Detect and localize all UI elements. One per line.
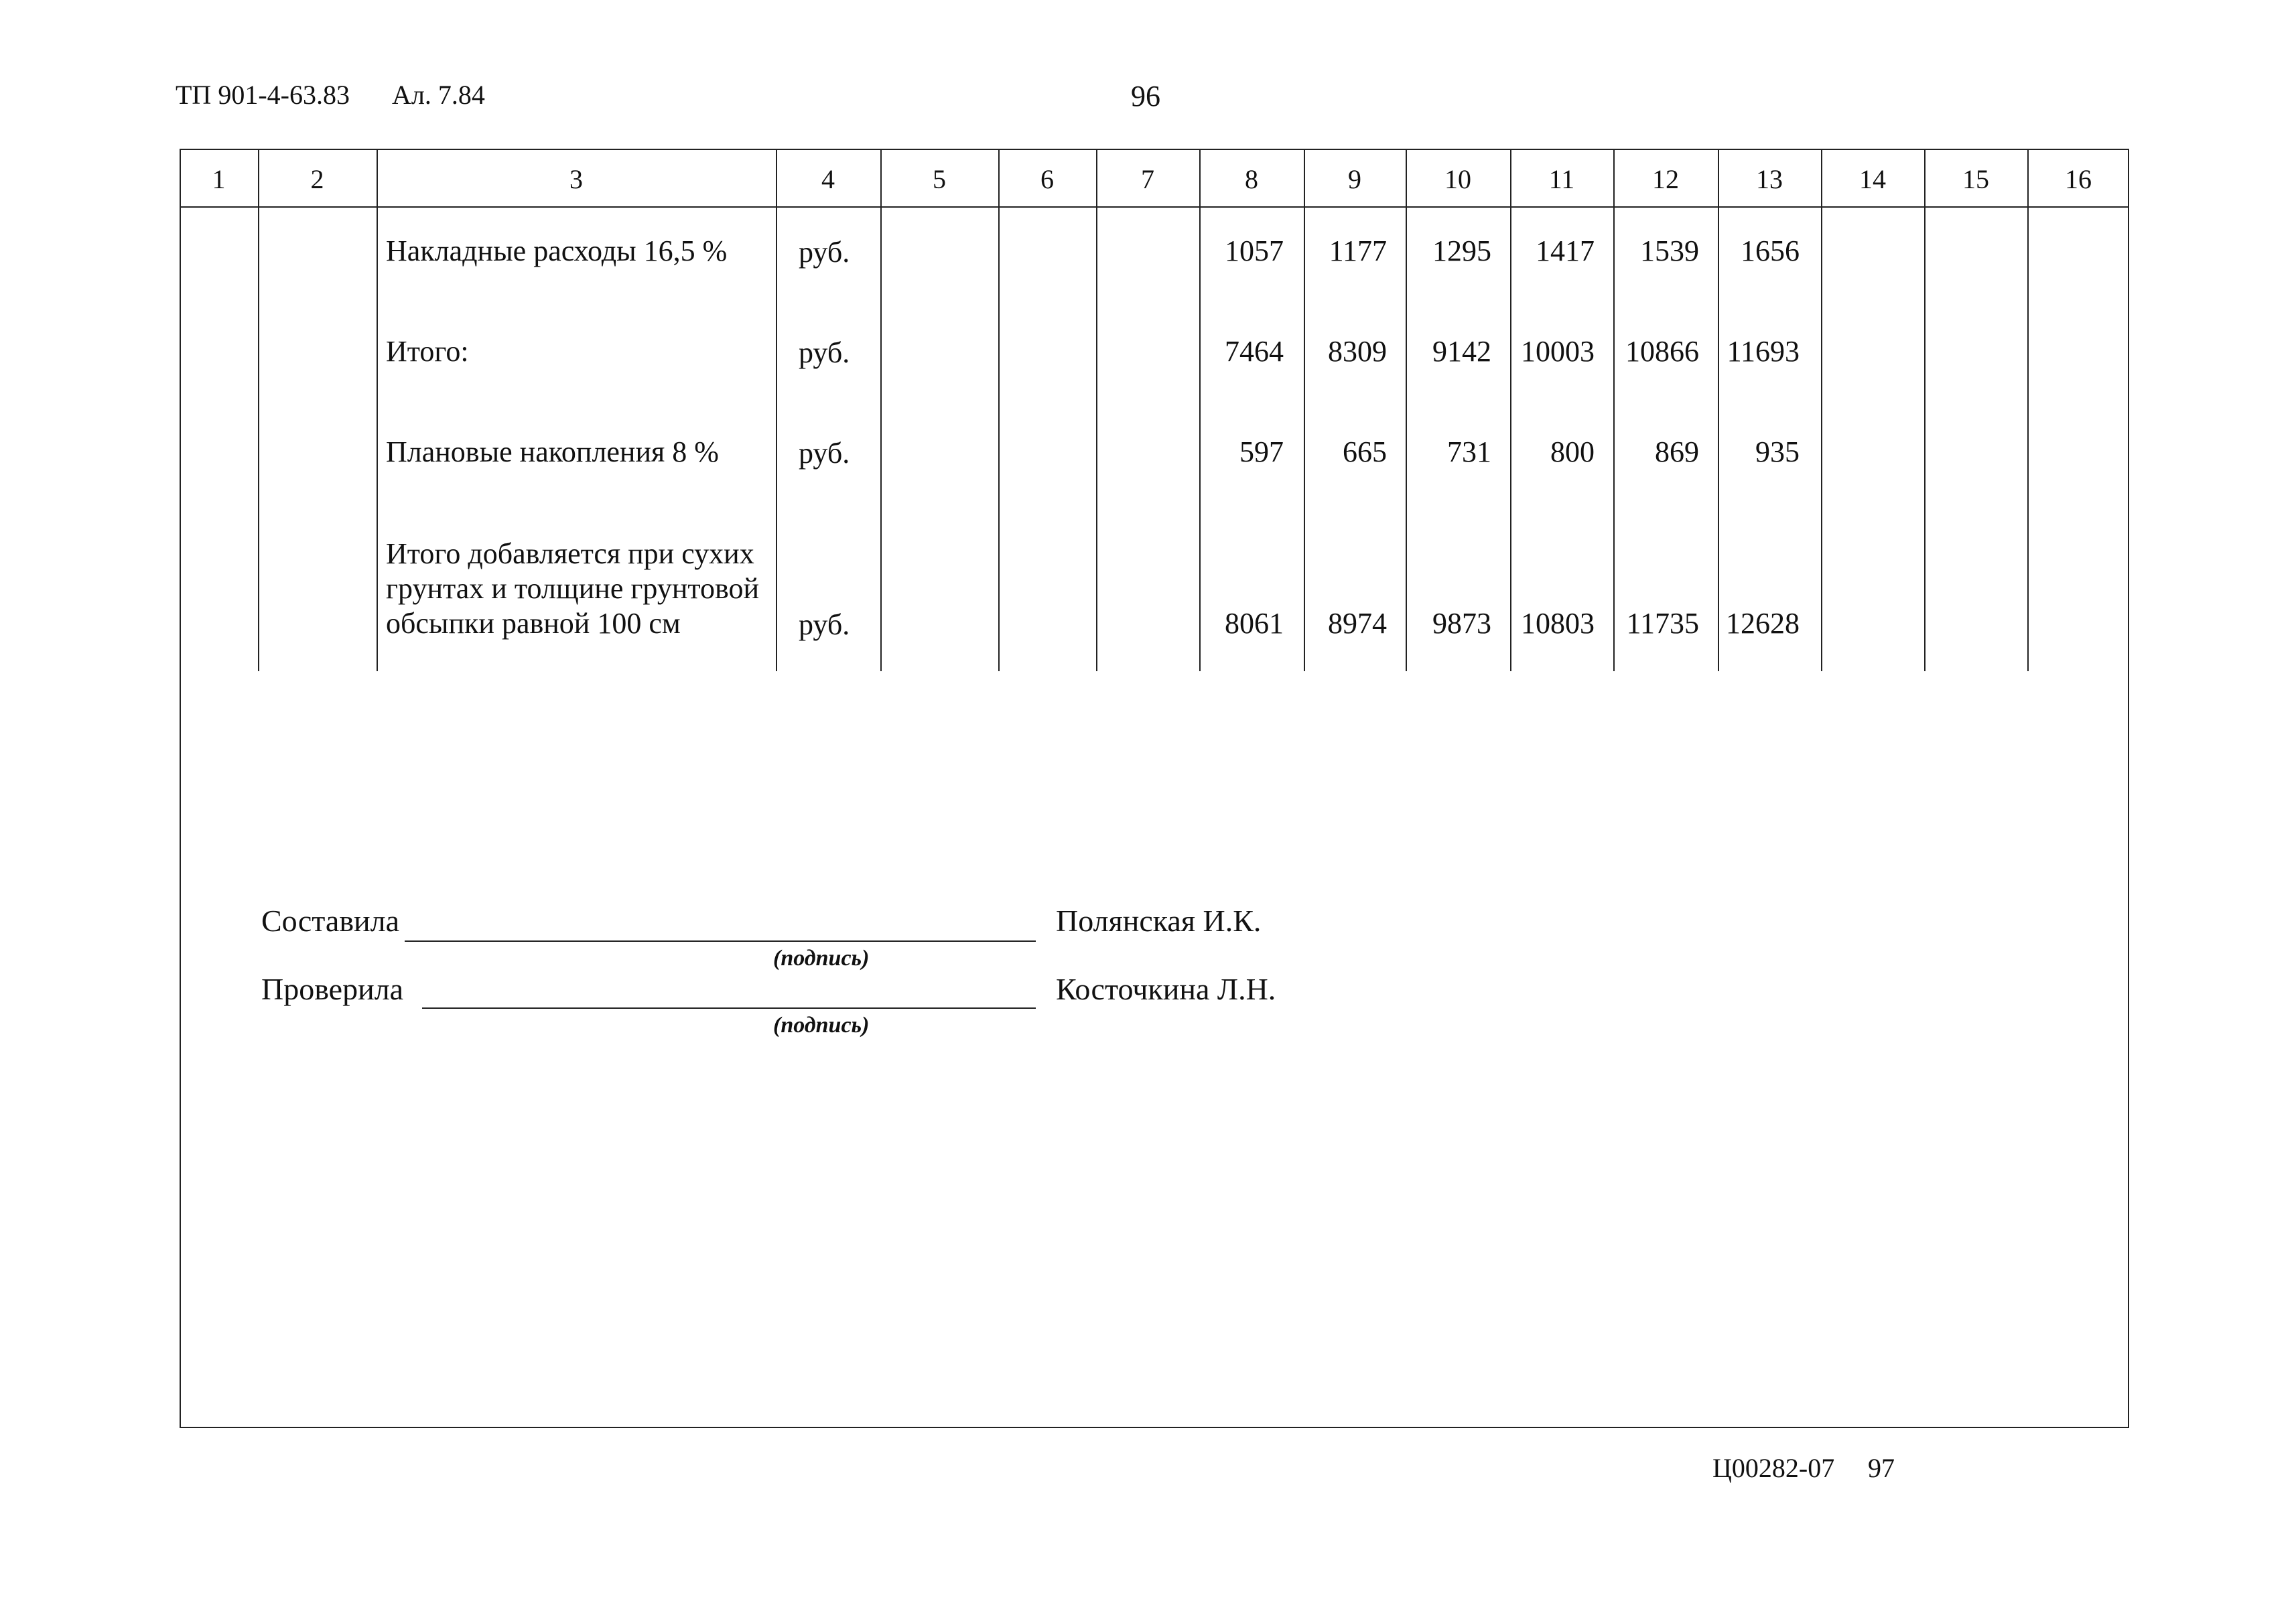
- column-divider: [1510, 149, 1511, 671]
- row-label-line: грунтах и толщине грунтовой: [386, 572, 760, 605]
- column-divider: [1096, 149, 1097, 671]
- column-divider: [377, 149, 378, 671]
- column-number: 7: [1141, 164, 1154, 194]
- column-number: 11: [1548, 164, 1575, 194]
- column-number: 4: [821, 164, 835, 194]
- checked-by-name: Косточкина Л.Н.: [1056, 972, 1276, 1006]
- page-number: 96: [1131, 80, 1160, 113]
- row-unit: руб.: [799, 336, 850, 369]
- column-divider: [998, 149, 1000, 671]
- column-divider: [1718, 149, 1719, 671]
- value-cell: 11693: [1727, 335, 1800, 368]
- column-divider: [776, 149, 777, 671]
- value-cell: 1295: [1432, 234, 1491, 267]
- footer-code: Ц00282-07: [1712, 1453, 1835, 1483]
- value-cell: 11735: [1626, 607, 1699, 640]
- column-divider: [258, 149, 259, 671]
- value-cell: 800: [1550, 435, 1595, 468]
- row-unit: руб.: [799, 236, 850, 269]
- album-number: Ал. 7.84: [392, 80, 485, 110]
- value-cell: 8974: [1328, 607, 1387, 640]
- value-cell: 869: [1655, 435, 1699, 468]
- row-unit: руб.: [799, 437, 850, 470]
- value-cell: 1177: [1329, 234, 1387, 267]
- column-number: 9: [1348, 164, 1361, 194]
- value-cell: 597: [1239, 435, 1284, 468]
- document-code: ТП 901-4-63.83: [176, 80, 350, 110]
- value-cell: 8309: [1328, 335, 1387, 368]
- compiled-by-label: Составила: [261, 904, 400, 938]
- column-number: 8: [1245, 164, 1258, 194]
- signature-line: [405, 940, 1036, 942]
- column-number: 12: [1652, 164, 1679, 194]
- value-cell: 9873: [1432, 607, 1491, 640]
- header-row-divider: [180, 206, 2129, 208]
- column-number: 14: [1859, 164, 1886, 194]
- signature-line: [422, 1007, 1036, 1009]
- column-divider: [2027, 149, 2029, 671]
- value-cell: 1057: [1225, 234, 1284, 267]
- row-label-line: обсыпки равной 100 см: [386, 607, 681, 640]
- column-divider: [1406, 149, 1407, 671]
- value-cell: 9142: [1432, 335, 1491, 368]
- signature-hint: (подпись): [773, 1013, 870, 1038]
- value-cell: 1539: [1640, 234, 1699, 267]
- value-cell: 8061: [1225, 607, 1284, 640]
- column-divider: [1821, 149, 1822, 671]
- column-number: 15: [1962, 164, 1989, 194]
- column-divider: [880, 149, 882, 671]
- value-cell: 1417: [1536, 234, 1595, 267]
- column-number: 10: [1444, 164, 1471, 194]
- value-cell: 12628: [1726, 607, 1800, 640]
- column-number: 5: [933, 164, 946, 194]
- footer-page: 97: [1868, 1453, 1895, 1483]
- checked-by-label: Проверила: [261, 972, 404, 1006]
- column-divider: [1199, 149, 1201, 671]
- column-number: 6: [1040, 164, 1054, 194]
- table-frame: [180, 149, 2129, 1428]
- column-divider: [1613, 149, 1615, 671]
- signature-hint: (подпись): [773, 946, 870, 971]
- column-divider: [1924, 149, 1926, 671]
- compiled-by-name: Полянская И.К.: [1056, 904, 1262, 938]
- column-number: 2: [310, 164, 324, 194]
- value-cell: 731: [1447, 435, 1491, 468]
- row-label: Накладные расходы 16,5 %: [386, 234, 728, 267]
- value-cell: 7464: [1225, 335, 1284, 368]
- value-cell: 10803: [1521, 607, 1595, 640]
- column-divider: [1304, 149, 1305, 671]
- value-cell: 935: [1755, 435, 1800, 468]
- row-label: Итого:: [386, 335, 469, 368]
- column-number: 13: [1756, 164, 1783, 194]
- column-number: 1: [212, 164, 226, 194]
- row-label: Плановые накопления 8 %: [386, 435, 719, 468]
- value-cell: 10866: [1625, 335, 1699, 368]
- value-cell: 10003: [1521, 335, 1595, 368]
- column-number: 16: [2065, 164, 2092, 194]
- row-label-line: Итого добавляется при сухих: [386, 537, 754, 570]
- column-number: 3: [569, 164, 583, 194]
- row-unit: руб.: [799, 608, 850, 641]
- value-cell: 1656: [1741, 234, 1800, 267]
- value-cell: 665: [1343, 435, 1387, 468]
